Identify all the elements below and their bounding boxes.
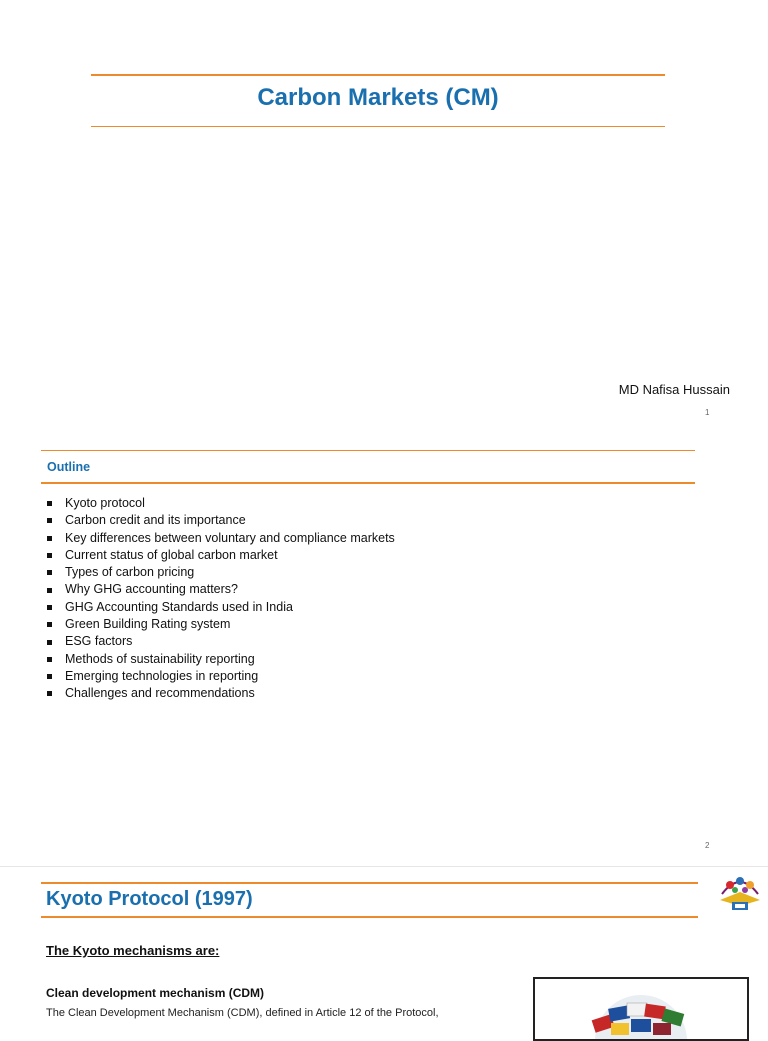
kyoto-title: Kyoto Protocol (1997) — [46, 888, 253, 910]
list-item: Kyoto protocol — [47, 495, 395, 512]
kyoto-top-rule — [41, 882, 698, 884]
author-name: MD Nafisa Hussain — [618, 382, 730, 397]
bullet-square-icon — [47, 536, 52, 541]
slide-title: Carbon Markets (CM) — [257, 84, 499, 111]
list-item: ESG factors — [47, 633, 395, 650]
bullet-square-icon — [47, 588, 52, 593]
page-number: 2 — [705, 841, 710, 850]
bullet-square-icon — [47, 640, 52, 645]
outline-bottom-rule — [41, 482, 695, 484]
list-item: Methods of sustainability reporting — [47, 651, 395, 668]
outline-top-rule — [41, 450, 695, 451]
title-bottom-rule — [91, 126, 665, 127]
institution-logo-icon — [716, 872, 764, 914]
bullet-square-icon — [47, 674, 52, 679]
bullet-square-icon — [47, 501, 52, 506]
list-item: Emerging technologies in reporting — [47, 668, 395, 685]
title-top-rule — [91, 74, 665, 76]
list-item: Key differences between voluntary and compliance markets — [47, 530, 395, 547]
bullet-square-icon — [47, 570, 52, 575]
outline-list — [47, 495, 395, 703]
bullet-square-icon — [47, 553, 52, 558]
bullet-square-icon — [47, 518, 52, 523]
list-item: GHG Accounting Standards used in India — [47, 599, 395, 616]
globe-flags-icon — [535, 979, 747, 1039]
page-number: 1 — [705, 408, 710, 417]
cdm-text: The Clean Development Mechanism (CDM), defined in Article 12 of the Protocol, — [46, 1007, 439, 1019]
list-item: Challenges and recommendations — [47, 685, 395, 702]
bullet-square-icon — [47, 657, 52, 662]
globe-flags-image — [533, 977, 749, 1041]
list-item: Carbon credit and its importance — [47, 512, 395, 529]
bullet-square-icon — [47, 605, 52, 610]
list-item: Types of carbon pricing — [47, 564, 395, 581]
kyoto-bottom-rule — [41, 916, 698, 918]
list-item: Why GHG accounting matters? — [47, 581, 395, 598]
bullet-square-icon — [47, 622, 52, 627]
bullet-square-icon — [47, 691, 52, 696]
cdm-heading: Clean development mechanism (CDM) — [46, 986, 265, 1000]
list-item: Current status of global carbon market — [47, 547, 395, 564]
list-item: Green Building Rating system — [47, 616, 395, 633]
mechanisms-heading: The Kyoto mechanisms are: — [46, 943, 220, 958]
outline-title: Outline — [47, 460, 91, 474]
slide-1 — [0, 0, 768, 432]
